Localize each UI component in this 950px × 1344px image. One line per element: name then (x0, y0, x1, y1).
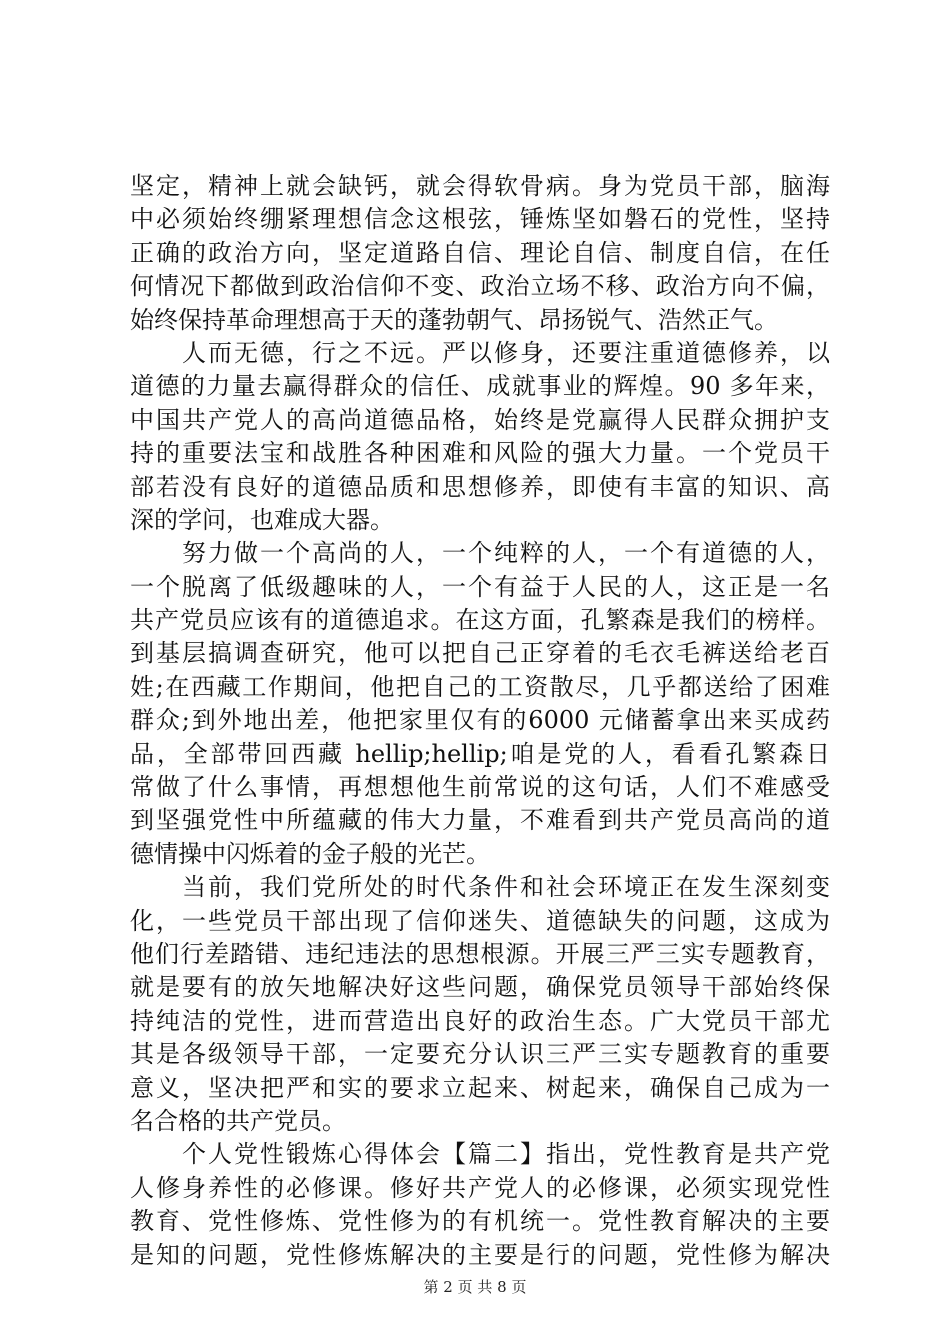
text-line: 一个脱离了低级趣味的人，一个有益于人民的人，这正是一名 (130, 572, 830, 601)
text-line: 个人党性锻炼心得体会【篇二】指出，党性教育是共产党 (182, 1140, 830, 1169)
text-line: 人修身养性的必修课。修好共产党人的必修课，必须实现党性 (130, 1173, 830, 1202)
text-line: 道德的力量去赢得群众的信任、成就事业的辉煌。90 多年来， (130, 372, 830, 401)
text-line: 姓;在西藏工作期间，他把自己的工资散尽，几乎都送给了困难 (130, 672, 830, 701)
text-line: 当前，我们党所处的时代条件和社会环境正在发生深刻变 (182, 873, 830, 902)
text-line: 持的重要法宝和战胜各种困难和风险的强大力量。一个党员干 (130, 439, 830, 468)
text-line: 他们行差踏错、违纪违法的思想根源。开展三严三实专题教育， (130, 939, 830, 968)
text-line: 化，一些党员干部出现了信仰迷失、道德缺失的问题，这成为 (130, 906, 830, 935)
text-line: 到坚强党性中所蕴藏的伟大力量，不难看到共产党员高尚的道 (130, 806, 830, 835)
text-line: 教育、党性修炼、党性修为的有机统一。党性教育解决的主要 (130, 1207, 830, 1236)
text-line: 群众;到外地出差，他把家里仅有的6000 元储蓄拿出来买成药 (130, 706, 830, 735)
text-line: 德情操中闪烁着的金子般的光芒。 (130, 839, 490, 868)
text-line: 常做了什么事情，再想想他生前常说的这句话，人们不难感受 (130, 773, 830, 802)
text-line: 意义，坚决把严和实的要求立起来、树起来，确保自己成为一 (130, 1073, 830, 1102)
text-line: 是知的问题，党性修炼解决的主要是行的问题，党性修为解决 (130, 1240, 830, 1269)
text-line: 正确的政治方向，坚定道路自信、理论自信、制度自信，在任 (130, 238, 830, 267)
text-line: 始终保持革命理想高于天的蓬勃朝气、昂扬锐气、浩然正气。 (130, 305, 778, 334)
text-line: 到基层搞调查研究，他可以把自己正穿着的毛衣毛裤送给老百 (130, 639, 830, 668)
text-line: 人而无德，行之不远。严以修身，还要注重道德修养，以 (182, 338, 830, 367)
text-line: 品，全部带回西藏 hellip;hellip;咱是党的人，看看孔繁森日 (130, 739, 830, 768)
text-line: 中国共产党人的高尚道德品格，始终是党赢得人民群众拥护支 (130, 405, 830, 434)
text-line: 就是要有的放矢地解决好这些问题，确保党员领导干部始终保 (130, 973, 830, 1002)
text-line: 中必须始终绷紧理想信念这根弦，锤炼坚如磐石的党性，坚持 (130, 205, 830, 234)
text-line: 坚定，精神上就会缺钙，就会得软骨病。身为党员干部，脑海 (130, 172, 830, 200)
text-line: 部若没有良好的道德品质和思想修养，即使有丰富的知识、高 (130, 472, 830, 501)
text-line: 共产党员应该有的道德追求。在这方面，孔繁森是我们的榜样。 (130, 606, 830, 635)
text-line: 持纯洁的党性，进而营造出良好的政治生态。广大党员干部尤 (130, 1006, 830, 1035)
text-line: 其是各级领导干部，一定要充分认识三严三实专题教育的重要 (130, 1040, 830, 1069)
text-line: 名合格的共产党员。 (130, 1106, 346, 1135)
text-line: 努力做一个高尚的人，一个纯粹的人，一个有道德的人， (182, 539, 830, 568)
page-footer: 第 2 页 共 8 页 (423, 1278, 527, 1296)
text-line: 何情况下都做到政治信仰不变、政治立场不移、政治方向不偏， (130, 272, 830, 301)
document-body (130, 170, 830, 1272)
text-line: 深的学问，也难成大器。 (130, 505, 394, 534)
